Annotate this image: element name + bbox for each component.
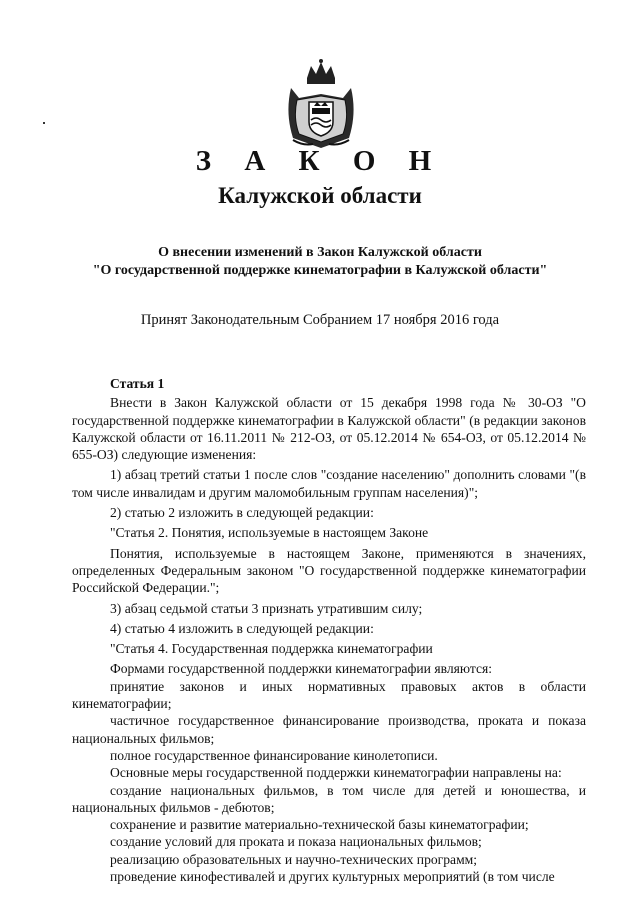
paragraph: Основные меры государственной поддержки кинематографии направлены на: xyxy=(110,765,562,781)
paragraph: принятие законов и иных нормативных правовых актов в области кинематографии; xyxy=(72,678,586,712)
paragraph: сохранение и развитие материально-технической базы кинематографии; xyxy=(110,817,529,833)
article-heading: Статья 1 xyxy=(110,376,165,391)
paragraph: 1) абзац третий статьи 1 после слов "создание населению" дополнить словами "(в том числе инвалидам и другим маломобильным группам населения)"; xyxy=(72,467,586,500)
document-subtitle xyxy=(0,244,640,280)
article-body xyxy=(72,375,586,885)
paragraph: полное государственное финансирование кинолетописи. xyxy=(110,747,438,763)
paragraph: 2) статью 2 изложить в следующей редакции: xyxy=(110,505,374,521)
paragraph: Внести в Закон Калужской области от 15 декабря 1998 года № 30-ОЗ "О государственной поддержке кинематографии в Калужской области" (в редакции законов Калужской области от 16.11.2011 № 212-ОЗ, от 05.12.2014 № 654-ОЗ, от 05.12.2014 № 655-ОЗ) следующие изменения: xyxy=(72,395,586,463)
paragraph: проведение кинофестивалей и других культурных мероприятий (в том числе xyxy=(110,869,555,885)
document-title: З А К О Н xyxy=(195,145,445,177)
paragraph: Понятия, используемые в настоящем Законе, применяются в значениях, определенных Федеральным законом "О государственной поддержке кинематографии Российской Федерации."; xyxy=(72,545,586,596)
paragraph: Формами государственной поддержки кинематографии являются: xyxy=(110,661,493,677)
paragraph: реализацию образовательных и научно-технических программ; xyxy=(110,851,478,867)
paragraph: создание условий для проката и показа национальных фильмов; xyxy=(110,834,482,850)
coat-of-arms-icon xyxy=(283,58,359,150)
paragraph: частичное государственное финансирование производства, проката и показа национальных фильмов; xyxy=(72,713,586,746)
subtitle-line-1: О внесении изменений в Закон Калужской области xyxy=(158,245,482,260)
adoption-line: Принят Законодательным Собранием 17 ноября 2016 года xyxy=(140,312,500,328)
document-region: Калужской области xyxy=(218,183,422,208)
scan-speck xyxy=(43,122,45,124)
subtitle-line-2: "О государственной поддержке кинематографии в Калужской области" xyxy=(92,263,548,278)
paragraph: 4) статью 4 изложить в следующей редакции: xyxy=(110,620,374,636)
paragraph: 3) абзац седьмой статьи 3 признать утратившим силу; xyxy=(110,600,423,616)
paragraph: "Статья 2. Понятия, используемые в настоящем Законе xyxy=(110,525,429,541)
paragraph: создание национальных фильмов, в том числе для детей и юношества, и национальных фильмов - дебютов; xyxy=(72,782,586,815)
paragraph: "Статья 4. Государственная поддержка кинематографии xyxy=(110,641,433,657)
